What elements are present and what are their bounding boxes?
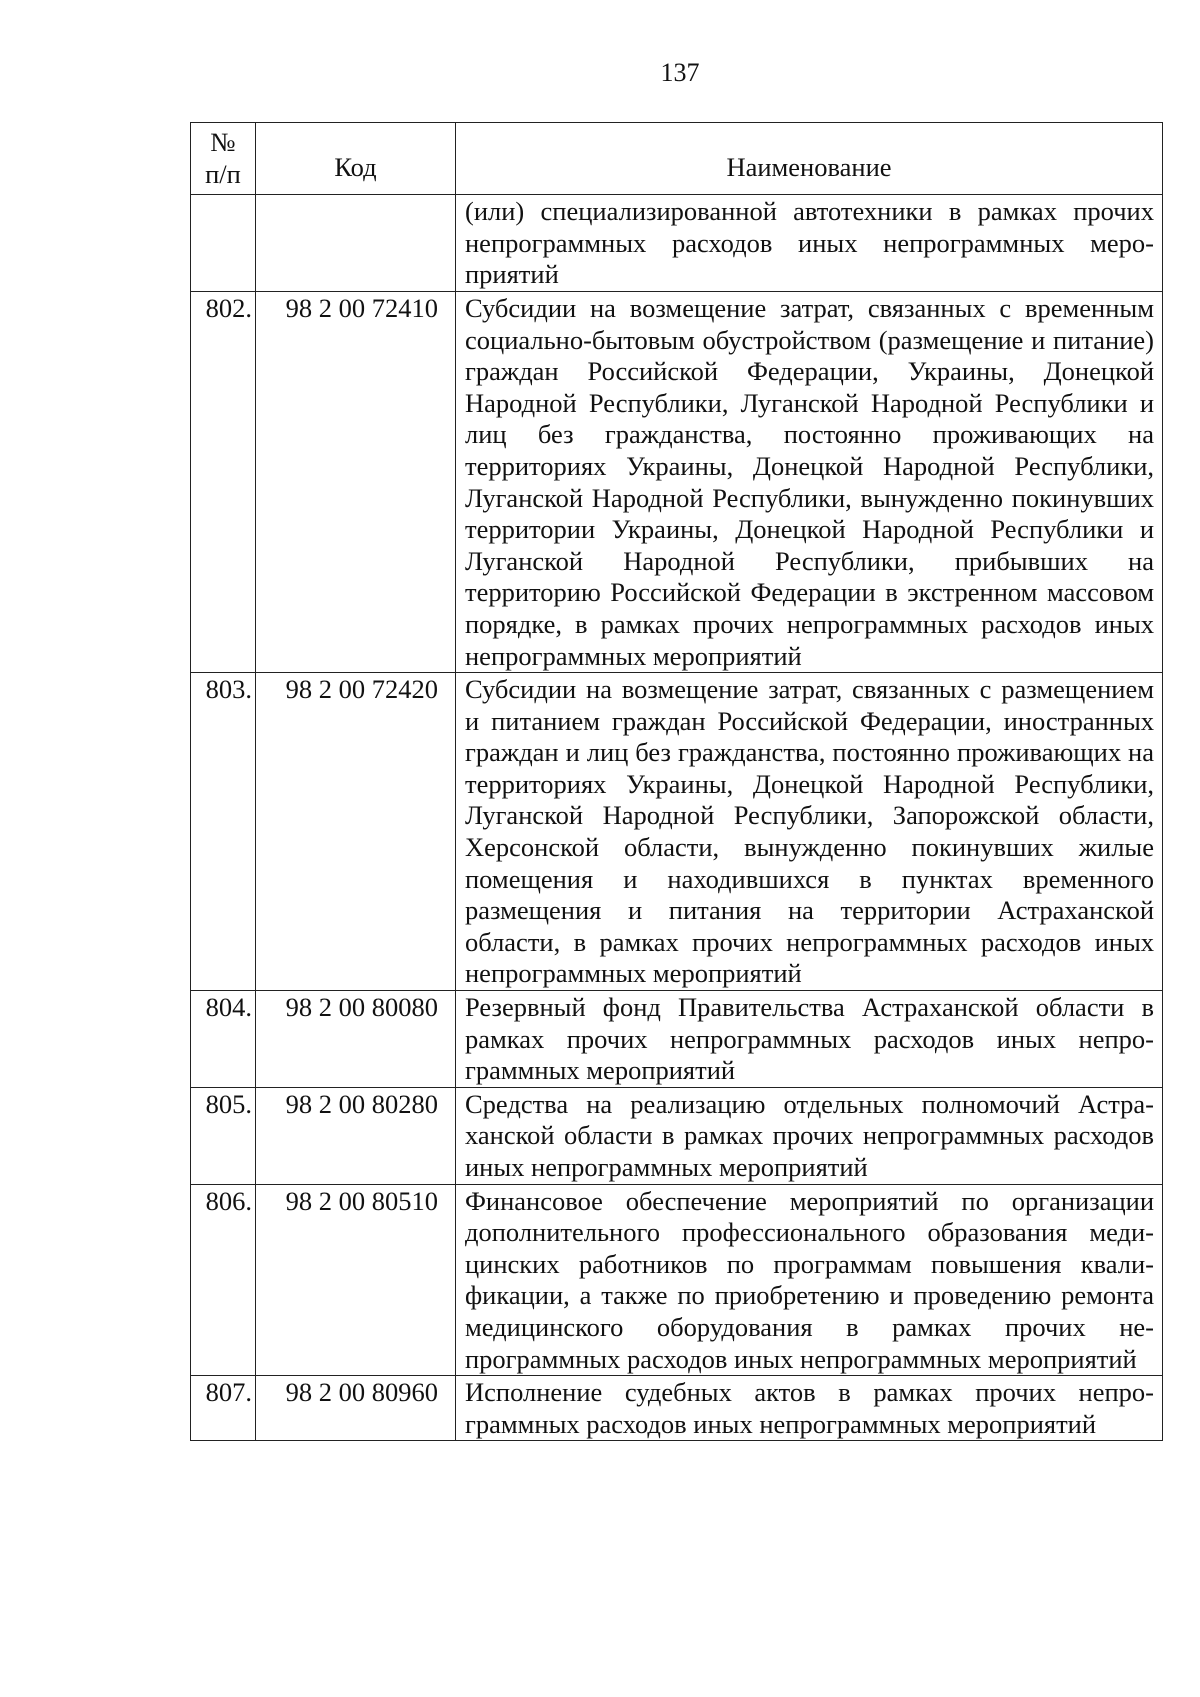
table-header-row (191, 123, 1163, 195)
row-number (191, 195, 256, 292)
row-code: 98 2 00 80280 (256, 1087, 456, 1184)
row-name: Финансовое обеспечение мероприятий по организации дополнительного профессионального образования медицинских работников по программам повышения квалификации, а также по приобретению и проведению ремонта медицинского оборудования в рамках прочих непрограммных расходов иных непрограммных мероприятий (456, 1184, 1163, 1376)
row-name: Субсидии на возмещение затрат, связанных с размещением и питанием граждан Российской Федерации, иностранных граждан и лиц без гражданства, постоянно проживающих на территориях Украины, Донецкой Народной Республики, Луганской Народной Республики, Запорожской области, Херсонской области, вынужденно покинувших жилые помещения и находившихся в пунктах временного размещения и питания на территории Астраханской области, в рамках прочих непрограммных расходов иных непрограммных мероприятий (456, 673, 1163, 991)
row-number: 802. (191, 291, 256, 672)
table-row (191, 991, 1163, 1088)
page-number: 137 (660, 58, 700, 87)
row-name: Исполнение судебных актов в рамках прочих непрограммных расходов иных непрограммных мероприятий (456, 1376, 1163, 1441)
row-name: Субсидии на возмещение затрат, связанных с временным социально-бытовым обустройством (размещение и питание) граждан Российской Федерации, Украины, Донецкой Народной Республики, Луганской Народной Республики и лиц без гражданства, постоянно проживающих на территориях Украины, Донецкой Народной Республики, Луганской Народной Республики, вынужденно покинувших территории Украины, Донецкой Народной Республики и Луганской Народной Республики, прибывших на территорию Российской Федерации в экстренном массовом порядке, в рамках прочих непрограммных расходов иных непрограммных мероприятий (456, 291, 1163, 672)
row-code: 98 2 00 80960 (256, 1376, 456, 1441)
table-row (191, 1376, 1163, 1441)
header-name: Наименование (456, 123, 1163, 195)
row-number: 807. (191, 1376, 256, 1441)
row-code: 98 2 00 72420 (256, 673, 456, 991)
row-name: (или) специализированной автотехники в рамках прочих непрограммных расходов иных непрограммных мероприятий (456, 195, 1163, 292)
row-code: 98 2 00 72410 (256, 291, 456, 672)
row-code: 98 2 00 80080 (256, 991, 456, 1088)
header-code: Код (256, 123, 456, 195)
header-number-abbrev: п/п (205, 158, 241, 189)
row-number: 806. (191, 1184, 256, 1376)
header-number (191, 123, 256, 195)
table-row (191, 291, 1163, 672)
row-name: Резервный фонд Правительства Астраханской области в рамках прочих непрограммных расходов иных непрограммных мероприятий (456, 991, 1163, 1088)
row-code: 98 2 00 80510 (256, 1184, 456, 1376)
budget-code-table (190, 122, 1163, 1441)
table-row (191, 195, 1163, 292)
row-code (256, 195, 456, 292)
table-row (191, 673, 1163, 991)
row-number: 805. (191, 1087, 256, 1184)
header-number-symbol: № (210, 127, 236, 157)
row-number: 804. (191, 991, 256, 1088)
row-number: 803. (191, 673, 256, 991)
table-row (191, 1087, 1163, 1184)
row-name: Средства на реализацию отдельных полномочий Астраханской области в рамках прочих непрограммных расходов иных непрограммных мероприятий (456, 1087, 1163, 1184)
table-row (191, 1184, 1163, 1376)
